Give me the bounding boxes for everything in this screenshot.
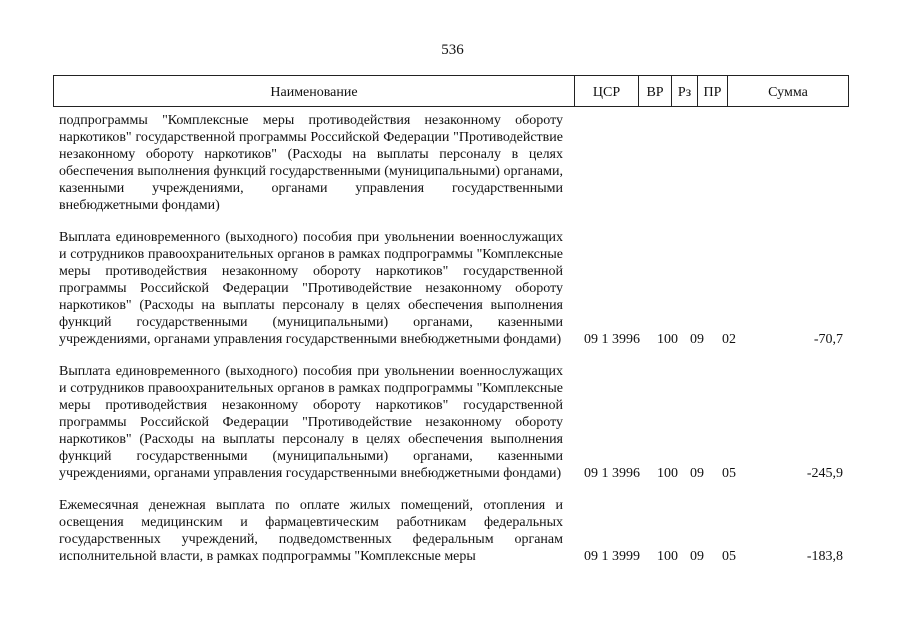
row-sum: -183,8 [806,549,843,564]
table-header [53,75,849,107]
row-values [584,331,849,348]
row-description: Выплата единовременного (выходного) пособия при увольнении военнослужащих и сотрудников правоохранительных органов в рамках подпрограммы "Комплексные меры противодействия незаконному обороту наркотиков" государственной программы Российской Федерации "Противодействие незаконному обороту наркотиков" (Расходы на выплаты персоналу в целях обеспечения выполнения функций государственными (муниципальными) органами, казенными учреждениями, органами управления государственными внебюджетными фондами) [59,230,563,347]
row-sum: -70,7 [813,332,843,347]
header-csr: ЦСР [574,76,638,106]
row-csr: 09 1 3996 [584,332,640,347]
row-rz: 09 [690,549,704,564]
row-csr: 09 1 3999 [584,549,640,564]
row-vr: 100 [657,549,678,564]
row-pr: 05 [722,466,736,481]
row-rz: 09 [690,466,704,481]
row-description: Выплата единовременного (выходного) пособия при увольнении военнослужащих и сотрудников правоохранительных органов в рамках подпрограммы "Комплексные меры противодействия незаконному обороту наркотиков" государственной программы Российской Федерации "Противодействие незаконному обороту наркотиков" (Расходы на выплаты персоналу в целях обеспечения выполнения функций государственными (муниципальными) органами, казенными учреждениями, органами управления государственными внебюджетными фондами) [59,364,563,481]
table-row [59,112,849,214]
row-vr: 100 [657,466,678,481]
header-name: Наименование [270,85,358,100]
row-description: Ежемесячная денежная выплата по оплате жилых помещений, отопления и освещения медицинским и фармацевтическим работникам федеральных государственных учреждений, подведомственных федеральным органам исполнительной власти, в рамках подпрограммы "Комплексные меры [59,498,563,564]
header-sum: Сумма [727,76,848,106]
row-values [584,197,849,214]
header-pr: ПР [697,76,727,106]
table-body [59,112,849,580]
row-pr: 05 [722,549,736,564]
row-sum: -245,9 [806,466,843,481]
row-description: подпрограммы "Комплексные меры противодействия незаконному обороту наркотиков" государственной программы Российской Федерации "Противодействие незаконному обороту наркотиков" (Расходы на выплаты персоналу в целях обеспечения выполнения функций государственными (муниципальными) органами, казенными учреждениями, органами управления государственными внебюджетными фондами) [59,113,563,213]
header-rz: Рз [671,76,697,106]
row-vr: 100 [657,332,678,347]
row-rz: 09 [690,332,704,347]
row-values [584,548,849,565]
page-number: 536 [441,42,464,58]
table-row [59,363,849,482]
row-pr: 02 [722,332,736,347]
row-csr: 09 1 3996 [584,466,640,481]
row-values [584,465,849,482]
table-row [59,497,849,565]
header-vr: ВР [638,76,671,106]
table-row [59,229,849,348]
